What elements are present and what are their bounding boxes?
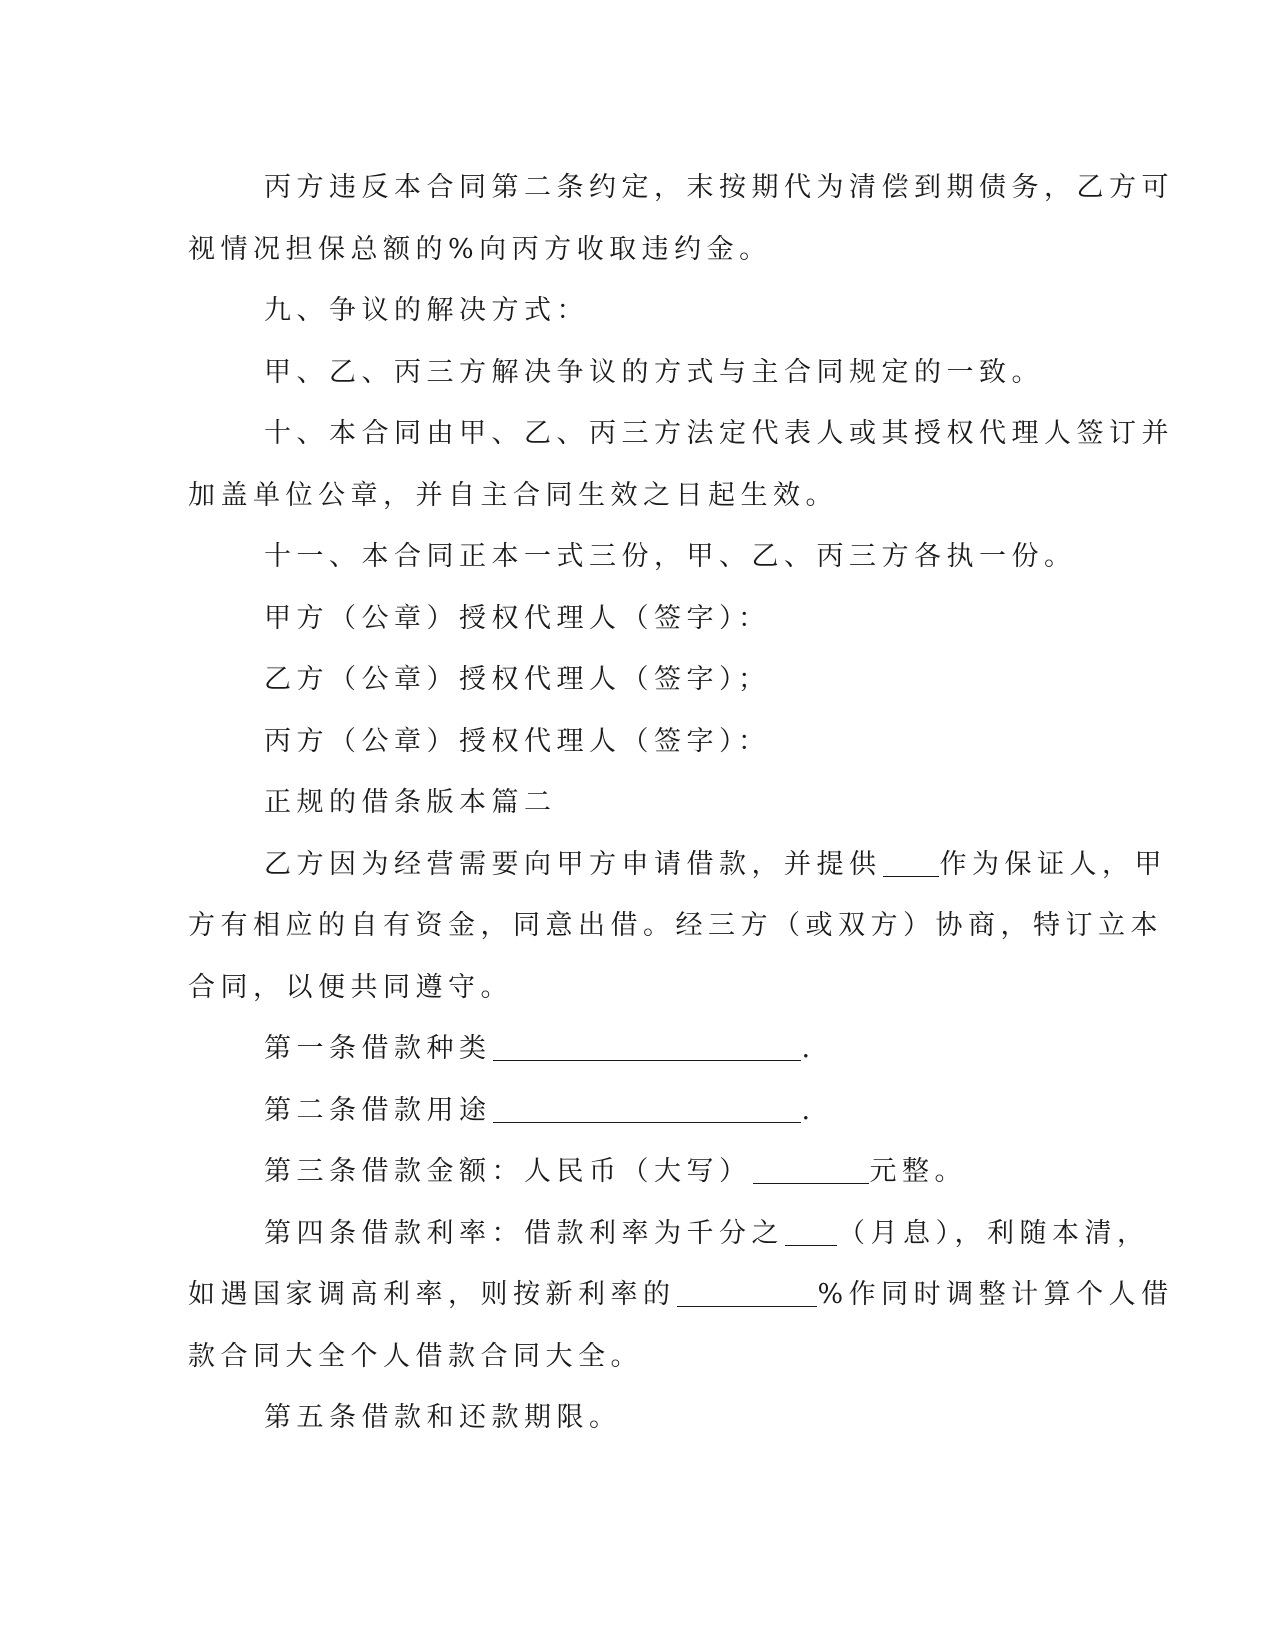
signature-party-b: 乙方（公章）授权代理人（签字）；: [264, 664, 771, 695]
intro-text-a: 乙方因为经营需要向甲方申请借款，并提供: [264, 848, 882, 880]
article-4-text-b: （月息），利随本清，: [838, 1217, 1150, 1249]
article-3-label: 第三条借款金额：人民币（大写）: [264, 1156, 752, 1187]
para-intro-line3: 合同，以便共同遵守。: [188, 971, 513, 1003]
article-5-term: 第五条借款和还款期限。: [264, 1402, 622, 1433]
interest-rate-blank[interactable]: [785, 1221, 837, 1246]
article-3-loan-amount: [188, 1141, 1088, 1203]
article-4-line3: 款合同大全个人借款合同大全。: [188, 1340, 643, 1372]
intro-text-b: 作为保证人，甲: [939, 848, 1167, 880]
article-2-label: 第二条借款用途: [264, 1094, 492, 1126]
article-4-text-c: 如遇国家调高利率，则按新利率的: [188, 1279, 676, 1310]
section-dispute-heading: 九、争议的解决方式：: [264, 295, 589, 326]
article-1-label: 第一条借款种类: [264, 1033, 492, 1064]
document-page: [188, 157, 1174, 1449]
article-3-end: 元整。: [869, 1156, 967, 1187]
para-penalty-line2: 视情况担保总额的%向丙方收取违约金。: [188, 233, 772, 265]
para-signing-line2: 加盖单位公章，并自主合同生效之日起生效。: [188, 479, 838, 511]
article-1-loan-type: [188, 1018, 1088, 1080]
section-heading-part2: 正规的借条版本篇二: [264, 787, 557, 818]
para-intro-line1: [188, 834, 1167, 896]
article-1-end: .: [801, 1033, 816, 1064]
article-4-text-d: %作同时调整计算个人借: [817, 1279, 1174, 1310]
article-2-end: .: [801, 1094, 816, 1126]
loan-type-blank[interactable]: [493, 1036, 801, 1061]
adjust-rate-blank[interactable]: [677, 1282, 817, 1307]
loan-purpose-blank[interactable]: [493, 1098, 801, 1123]
para-intro-line2: 方有相应的自有资金，同意出借。经三方（或双方）协商，特订立本: [188, 910, 1163, 941]
article-2-loan-purpose: [188, 1080, 1088, 1142]
signature-party-a: 甲方（公章）授权代理人（签字）：: [264, 602, 771, 634]
para-copies: 十一、本合同正本一式三份，甲、乙、丙三方各执一份。: [264, 541, 1077, 572]
article-4-line1: [188, 1203, 1150, 1265]
guarantor-blank[interactable]: [883, 852, 939, 877]
loan-amount-blank[interactable]: [753, 1159, 869, 1184]
signature-party-c: 丙方（公章）授权代理人（签字）：: [264, 725, 771, 757]
article-4-line2: [188, 1264, 1174, 1326]
article-4-text-a: 第四条借款利率：借款利率为千分之: [264, 1217, 784, 1249]
para-penalty-line1: 丙方违反本合同第二条约定，末按期代为清偿到期债务，乙方可: [264, 172, 1174, 203]
para-dispute: 甲、乙、丙三方解决争议的方式与主合同规定的一致。: [264, 356, 1044, 388]
para-signing-line1: 十、本合同由甲、乙、丙三方法定代表人或其授权代理人签订并: [264, 418, 1174, 449]
